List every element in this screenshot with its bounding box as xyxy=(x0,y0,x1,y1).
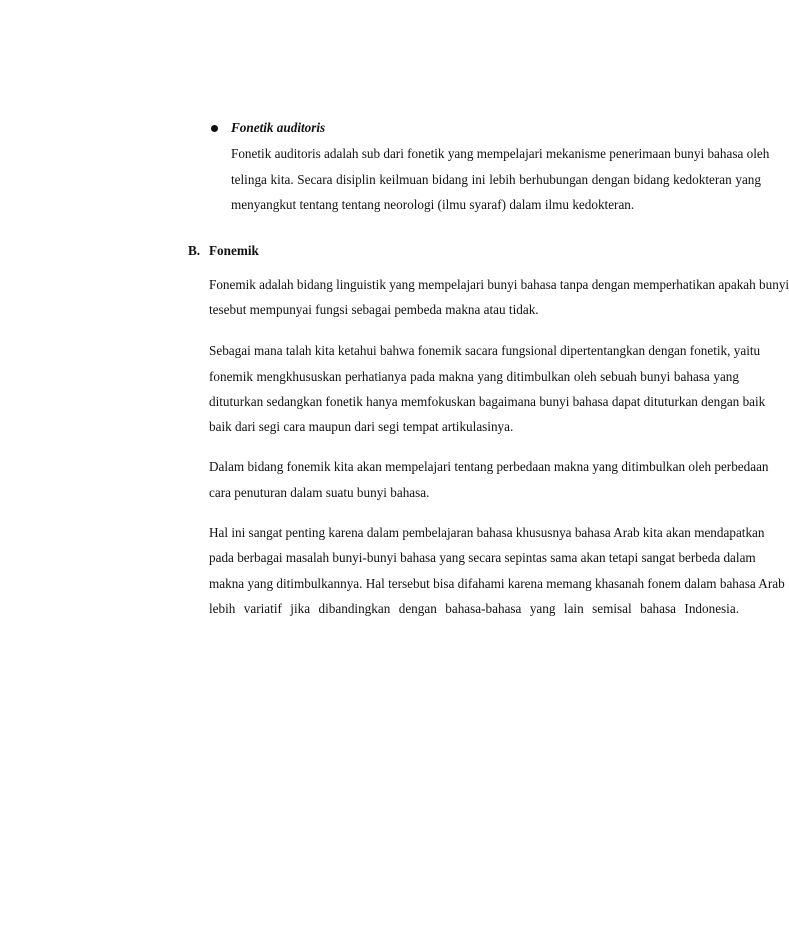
paragraph-line: Fonemik adalah bidang linguistik yang mempelajari bunyi bahasa tanpa dengan memperhatikan apakah bunyi xyxy=(209,277,789,292)
paragraph-line: pada berbagai masalah bunyi-bunyi bahasa yang secara sepintas sama akan tetapi sangat berbeda dalam xyxy=(209,550,756,565)
paragraph-line: Dalam bidang fonemik kita akan mempelajari tentang perbedaan makna yang ditimbulkan oleh perbedaan xyxy=(209,459,769,474)
paragraph-line: Sebagai mana talah kita ketahui bahwa fonemik sacara fungsional dipertentangkan dengan fonetik, yaitu xyxy=(209,343,761,358)
paragraph-line: dituturkan sedangkan fonetik hanya memfokuskan bagaimana bunyi bahasa dapat dituturkan dengan baik xyxy=(209,394,766,409)
bullet-text-line: Fonetik auditoris adalah sub dari fonetik yang mempelajari mekanisme penerimaan bunyi bahasa oleh xyxy=(231,146,770,161)
section-title: Fonemik xyxy=(209,243,259,258)
bullet-text-line: telinga kita. Secara disiplin keilmuan bidang ini lebih berhubungan dengan bidang kedokteran yang xyxy=(231,172,761,187)
paragraph-line: Hal ini sangat penting karena dalam pembelajaran bahasa khususnya bahasa Arab kita akan mendapatkan xyxy=(209,525,765,540)
bullet-dot-icon xyxy=(211,125,218,132)
bullet-title: Fonetik auditoris xyxy=(231,120,326,135)
paragraph-line: lebih variatif jika dibandingkan dengan bahasa-bahasa yang lain semisal bahasa Indonesia. xyxy=(209,601,739,616)
paragraph-line: baik dari segi cara maupun dari segi tempat artikulasinya. xyxy=(209,419,514,434)
bullet-text-line: menyangkut tentang tentang neorologi (ilmu syaraf) dalam ilmu kedokteran. xyxy=(231,197,635,212)
paragraph-line: makna yang ditimbulkannya. Hal tersebut bisa difahami karena memang khasanah fonem dalam bahasa Arab xyxy=(209,576,785,591)
paragraph-line: cara penuturan dalam suatu bunyi bahasa. xyxy=(209,485,430,500)
section-marker: B. xyxy=(188,243,201,258)
paragraph-line: fonemik mengkhususkan perhatianya pada makna yang ditimbulkan oleh sebuah bunyi bahasa yang xyxy=(209,369,739,384)
paragraph-line: tesebut mempunyai fungsi sebagai pembeda makna atau tidak. xyxy=(209,302,539,317)
